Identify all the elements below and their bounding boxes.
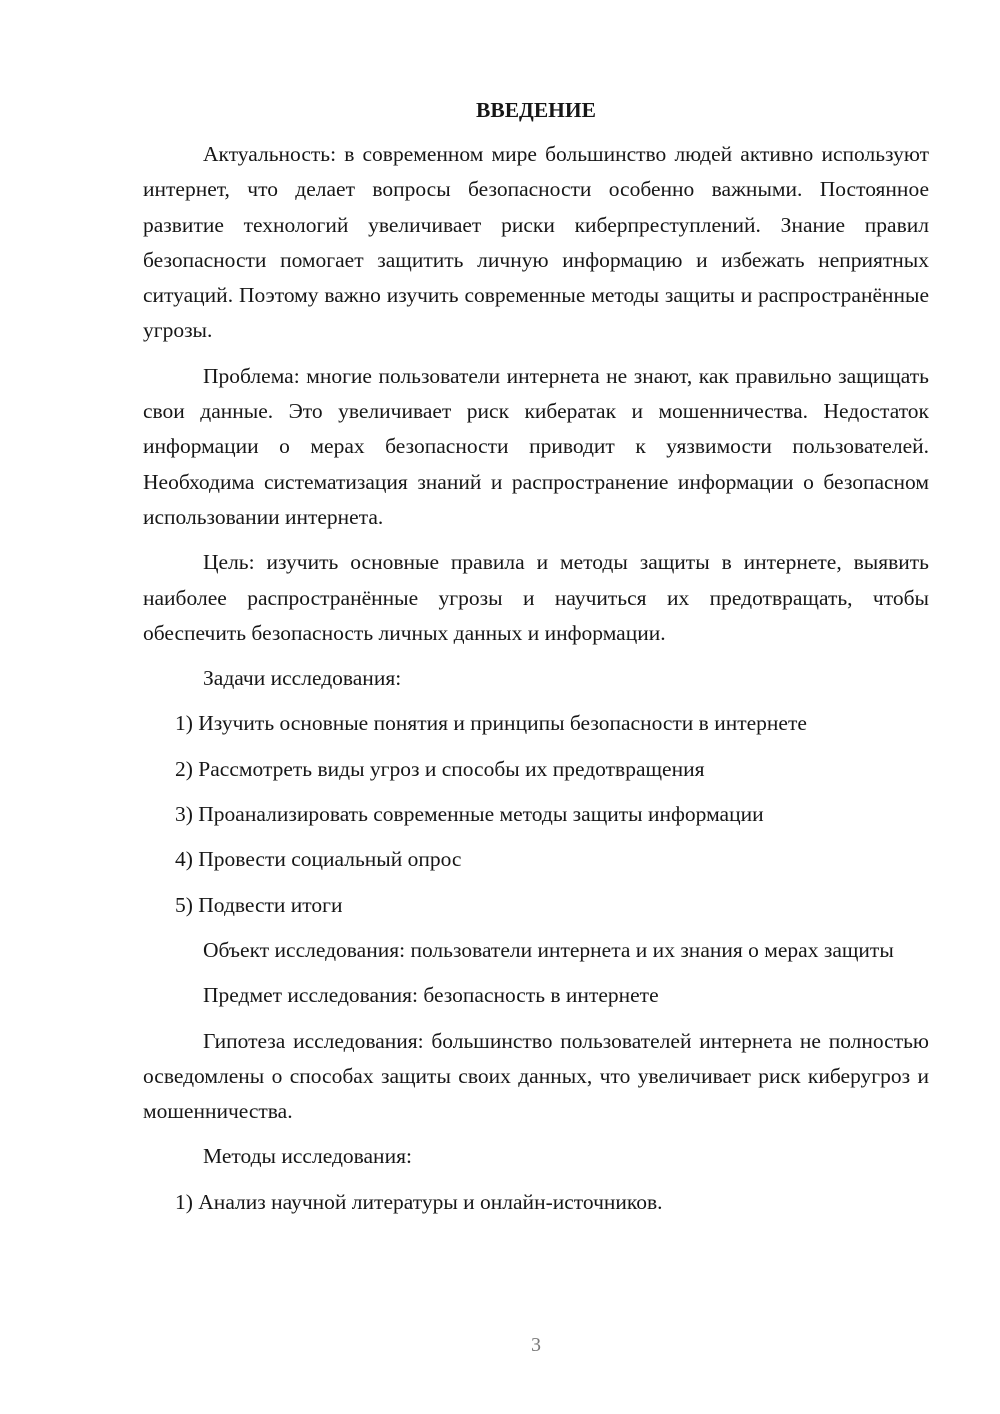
subject-paragraph: Предмет исследования: безопасность в интернете <box>203 983 659 1008</box>
object-paragraph: Объект исследования: пользователи интернета и их знания о мерах защиты <box>203 937 894 962</box>
tasks-title: Задачи исследования: <box>203 666 402 691</box>
task-item: 4) Провести социальный опрос <box>175 847 462 872</box>
hypothesis-paragraph: Гипотеза исследования: большинство пользователей интернета не полностью осведомлены о способах защиты своих данных, что увеличивает риск киберугроз и мошенничества. <box>143 1028 929 1124</box>
task-item: 3) Проанализировать современные методы защиты информации <box>175 802 764 827</box>
page-number: 3 <box>531 1334 541 1356</box>
methods-title: Методы исследования: <box>203 1144 412 1169</box>
task-item: 2) Рассмотреть виды угроз и способы их предотвращения <box>175 756 705 781</box>
task-item: 1) Изучить основные понятия и принципы безопасности в интернете <box>175 711 807 736</box>
method-item: 1) Анализ научной литературы и онлайн-источников. <box>175 1189 663 1214</box>
task-item: 5) Подвести итоги <box>175 892 343 917</box>
goal-paragraph: Цель: изучить основные правила и методы защиты в интернете, выявить наиболее распространённые угрозы и научиться их предотвращать, чтобы обеспечить безопасность личных данных и информации. <box>143 550 929 645</box>
relevance-paragraph: Актуальность: в современном мире большинство людей активно используют интернет, что делает вопросы безопасности особенно важными. Постоянное развитие технологий увеличивает риски киберпреступлений. Знание правил безопасности помогает защитить личную информацию и избежать неприятных ситуаций. Поэтому важно изучить современные методы защиты и распространённые угрозы. <box>143 142 929 343</box>
section-heading: ВВЕДЕНИЕ <box>476 98 596 122</box>
problem-paragraph: Проблема: многие пользователи интернета не знают, как правильно защищать свои данные. Это увеличивает риск кибератак и мошенничества. Недостаток информации о мерах безопасности приводит к уязвимости пользователей. Необходима систематизация знаний и распространение информации о безопасном использовании интернета. <box>143 363 929 529</box>
page-content <box>143 95 929 1230</box>
